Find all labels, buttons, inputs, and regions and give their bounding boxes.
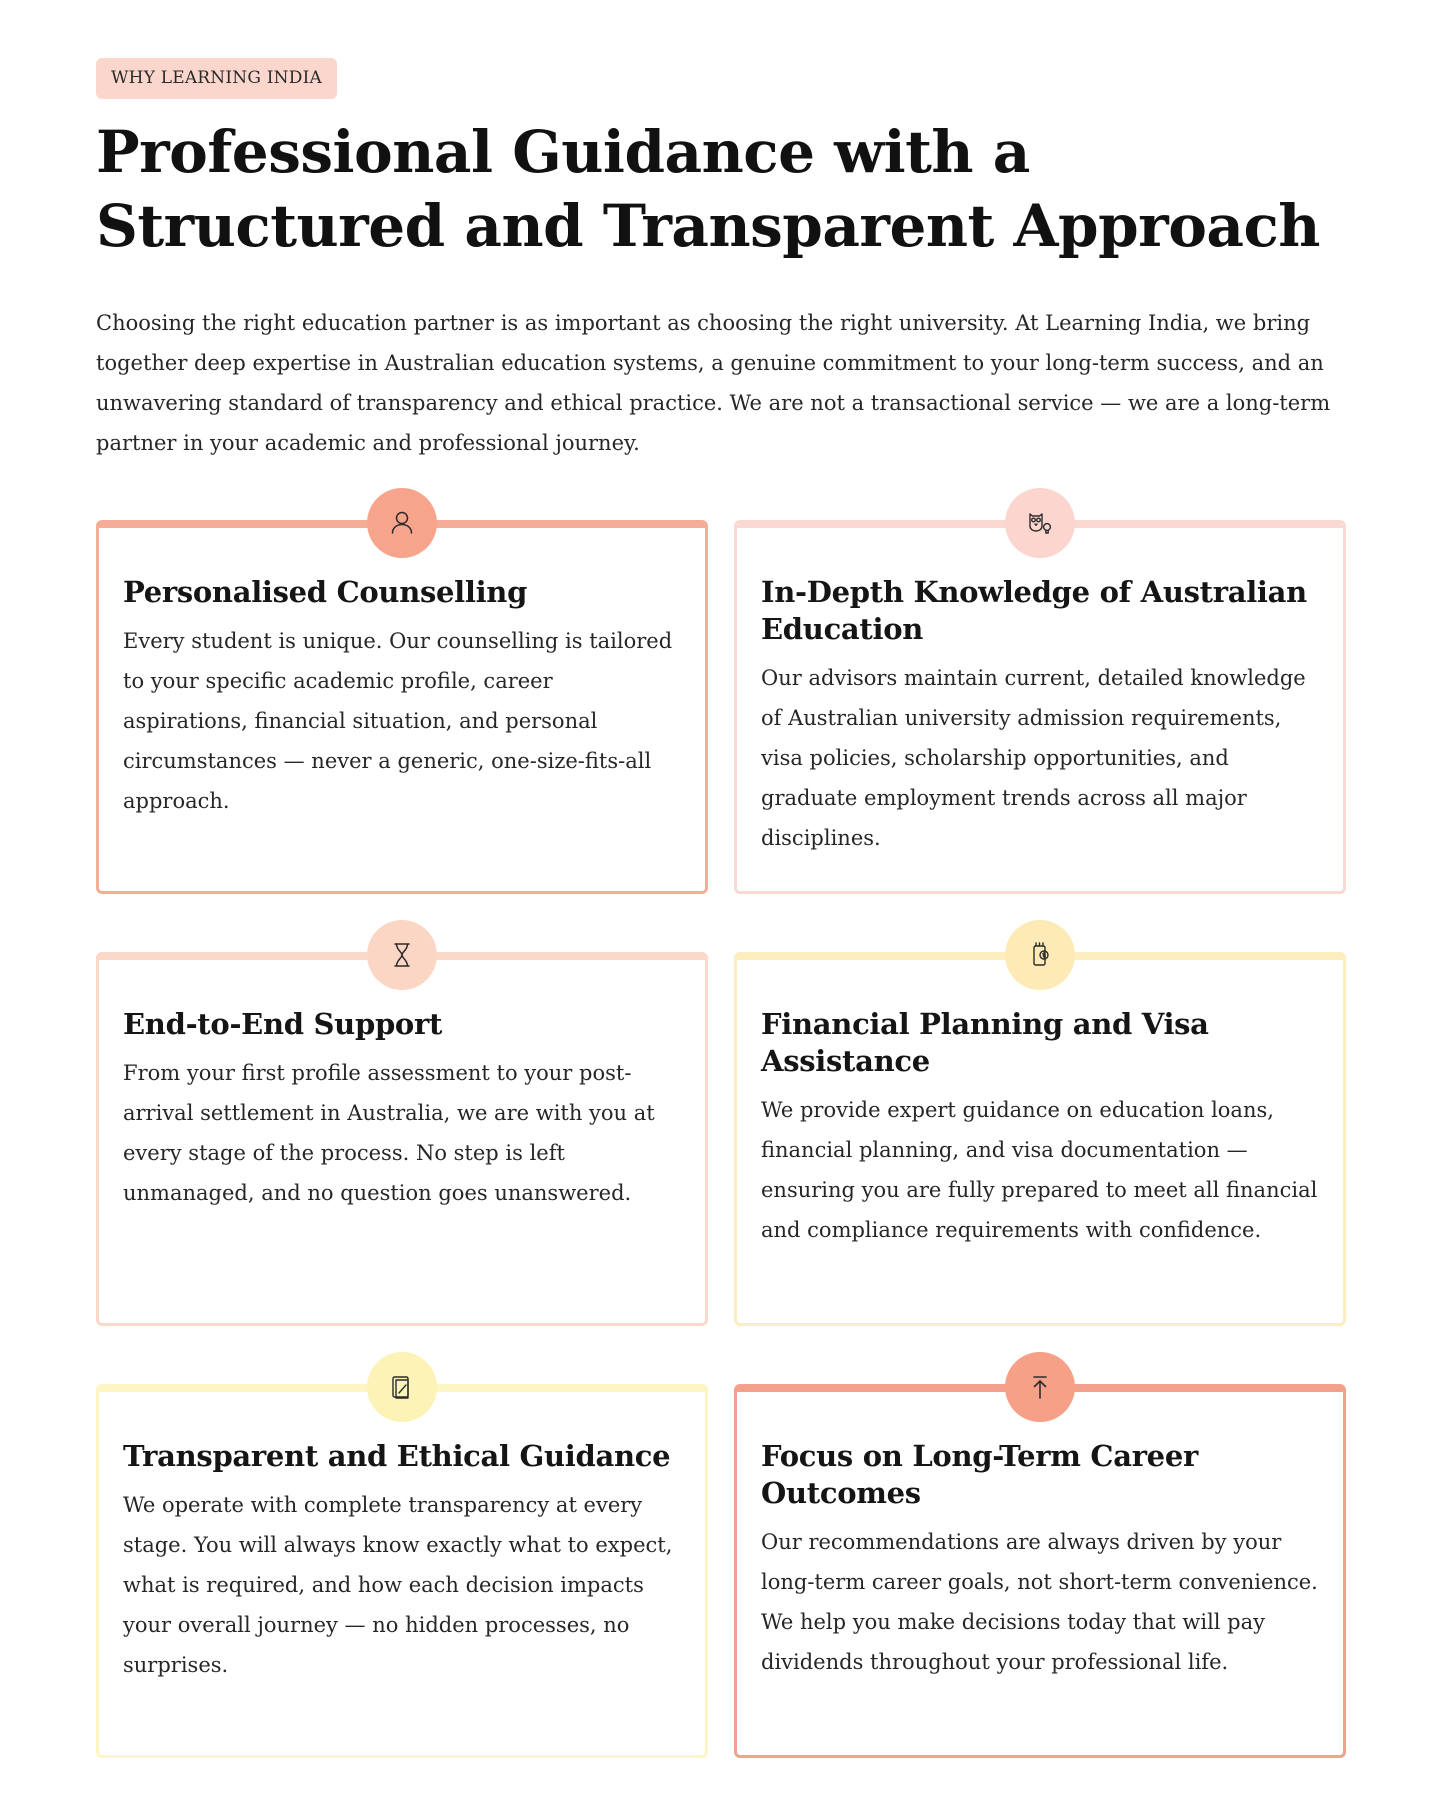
feature-card-australian-education	[734, 520, 1346, 894]
feature-card-personalised-counselling	[96, 520, 708, 894]
card-title: Financial Planning and Visa Assistance	[761, 1007, 1209, 1078]
card-title: In-Depth Knowledge of Australian Education	[761, 575, 1307, 646]
arrow-up-icon	[1005, 1352, 1075, 1422]
feature-card-financial-visa	[734, 952, 1346, 1326]
section-eyebrow: WHY LEARNING INDIA	[96, 58, 337, 99]
card-title: Personalised Counselling	[123, 575, 528, 609]
intro-paragraph: Choosing the right education partner is as important as choosing the right university. At Learning India, we bring together deep expertise in Australian education systems, a genuine commitment to your long-term success, and an unwavering standard of transparency and ethical practice. We are not a transactional service — we are a long-term partner in your academic and professional journey.	[96, 311, 1331, 455]
card-title: Transparent and Ethical Guidance	[123, 1439, 671, 1473]
feature-card-career-outcomes	[734, 1384, 1346, 1758]
document-icon	[367, 1352, 437, 1422]
feature-card-end-to-end-support	[96, 952, 708, 1326]
card-body: Our advisors maintain current, detailed knowledge of Australian university admission requirements, visa policies, scholarship opportunities, and graduate employment trends across all major disciplines.	[761, 666, 1306, 850]
card-body: Our recommendations are always driven by your long-term career goals, not short-term convenience. We help you make decisions today that will pay dividends throughout your professional life.	[761, 1530, 1318, 1674]
card-body: We provide expert guidance on education loans, financial planning, and visa documentation — ensuring you are fully prepared to meet all financial and compliance requirements with confidence.	[761, 1098, 1318, 1242]
card-title: Focus on Long-Term Career Outcomes	[761, 1439, 1198, 1510]
features-grid	[96, 520, 1346, 1758]
card-title: End-to-End Support	[123, 1007, 443, 1041]
feature-card-transparent-ethical	[96, 1384, 708, 1758]
card-body: From your first profile assessment to your post-arrival settlement in Australia, we are with you at every stage of the process. No step is left unmanaged, and no question goes unanswered.	[123, 1061, 655, 1205]
person-icon	[367, 488, 437, 558]
owl-bulb-icon	[1005, 488, 1075, 558]
card-body: We operate with complete transparency at every stage. You will always know exactly what to expect, what is required, and how each decision impacts your overall journey — no hidden processes, no surprises.	[123, 1493, 673, 1677]
hourglass-icon	[367, 920, 437, 990]
phone-money-icon	[1005, 920, 1075, 990]
card-body: Every student is unique. Our counselling is tailored to your specific academic profile, career aspirations, financial situation, and personal circumstances — never a generic, one-size-fits-all approach.	[123, 629, 673, 813]
page-title: Professional Guidance with a Structured and Transparent Approach	[96, 118, 1320, 260]
